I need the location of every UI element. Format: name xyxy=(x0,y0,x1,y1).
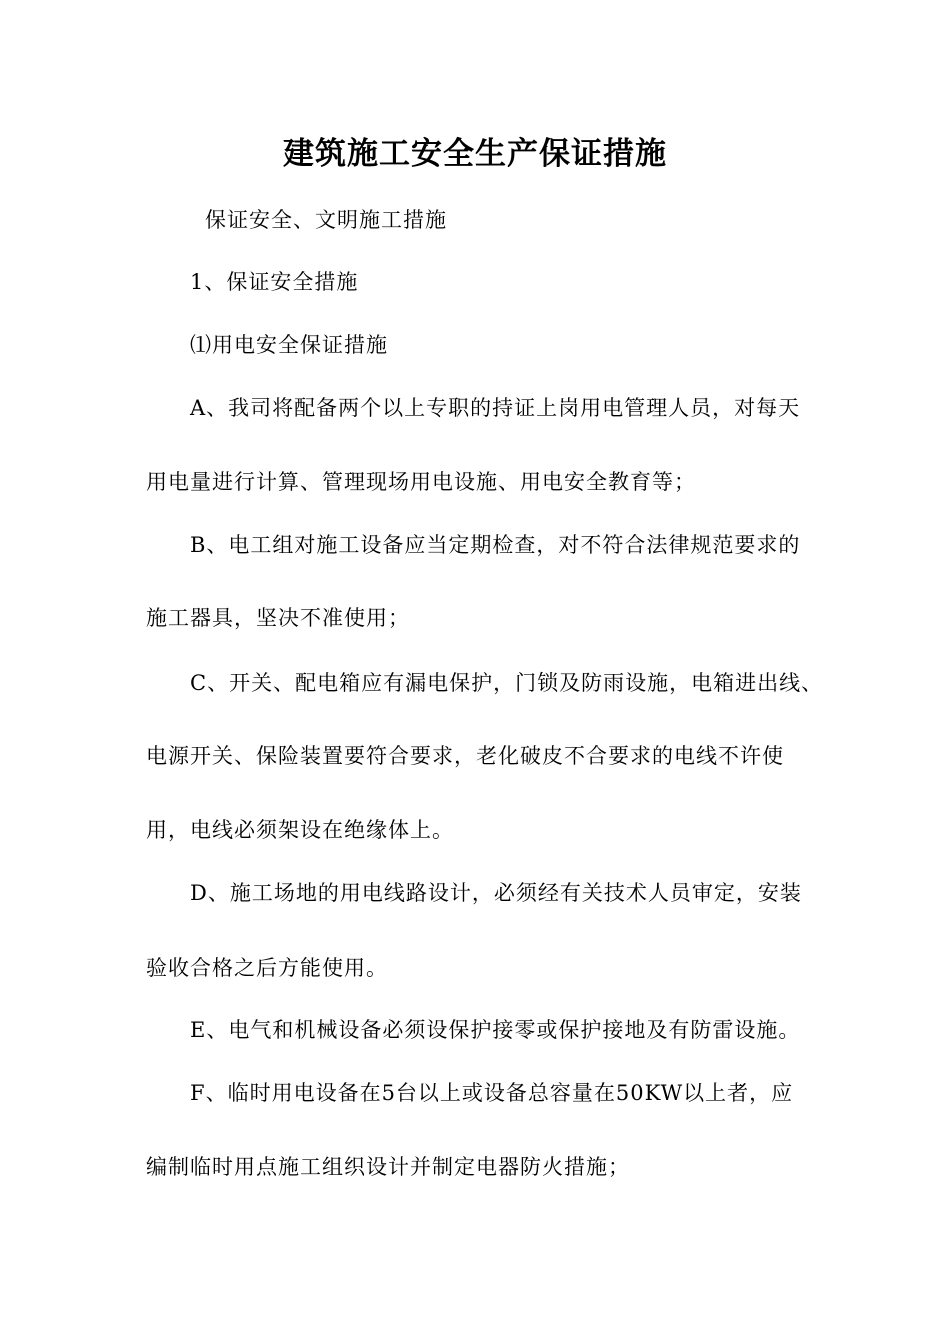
paragraph-line: 电源开关、保险装置要符合要求，老化破皮不合要求的电线不许使 xyxy=(146,744,784,768)
document-title: 建筑施工安全生产保证措施 xyxy=(283,136,667,172)
paragraph-line: B、电工组对施工设备应当定期检查，对不符合法律规范要求的 xyxy=(190,533,801,557)
section-heading: 保证安全、文明施工措施 xyxy=(205,208,447,232)
paragraph-line: A、我司将配备两个以上专职的持证上岗用电管理人员，对每天 xyxy=(190,396,801,420)
paragraph-line: F、临时用电设备在5台以上或设备总容量在50KW以上者，应 xyxy=(190,1081,794,1105)
subsection-heading: 1、保证安全措施 xyxy=(190,270,359,294)
subsection-heading: ⑴用电安全保证措施 xyxy=(190,333,388,357)
paragraph-line: 验收合格之后方能使用。 xyxy=(146,956,388,980)
paragraph-line: E、电气和机械设备必须设保护接零或保护接地及有防雷设施。 xyxy=(190,1018,801,1042)
paragraph-line: D、施工场地的用电线路设计，必须经有关技术人员审定，安装 xyxy=(190,881,802,905)
paragraph-line: 编制临时用点施工组织设计并制定电器防火措施； xyxy=(146,1155,630,1179)
paragraph-line: 用，电线必须架设在绝缘体上。 xyxy=(146,818,454,842)
paragraph-line: 施工器具，坚决不准使用； xyxy=(146,606,410,630)
paragraph-line: C、开关、配电箱应有漏电保护，门锁及防雨设施，电箱进出线、 xyxy=(190,671,824,695)
paragraph-line: 用电量进行计算、管理现场用电设施、用电安全教育等； xyxy=(146,470,696,494)
